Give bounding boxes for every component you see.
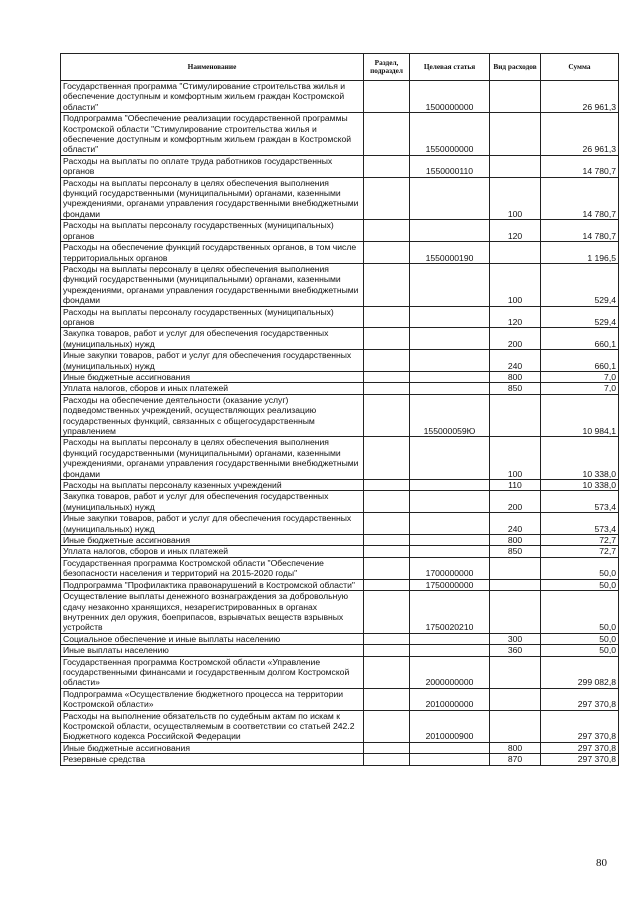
cell-expense	[490, 557, 541, 579]
cell-expense	[490, 591, 541, 634]
table-row	[61, 754, 619, 765]
cell-sum: 26 961,3	[541, 113, 619, 156]
cell-sum: 72,7	[541, 535, 619, 546]
cell-sum: 297 370,8	[541, 688, 619, 710]
cell-target	[410, 328, 490, 350]
page-number: 80	[596, 857, 607, 869]
cell-target: 2010000900	[410, 710, 490, 742]
cell-name: Государственная программа "Стимулирование строительства жилья и обеспечение доступным и комфортным жильем граждан Костромской области"	[61, 81, 364, 113]
cell-section	[364, 263, 410, 306]
cell-expense	[490, 688, 541, 710]
cell-section	[364, 688, 410, 710]
cell-target	[410, 513, 490, 535]
cell-target: 155000059Ю	[410, 394, 490, 437]
cell-name: Расходы на выплаты персоналу в целях обеспечения выполнения функций государственными (муниципальными) органами, казенными учреждениями, органами управления государственными внебюджетными фондами	[61, 177, 364, 220]
header-target: Целевая статья	[410, 54, 490, 81]
cell-sum: 297 370,8	[541, 742, 619, 753]
table-body	[61, 81, 619, 766]
cell-sum: 529,4	[541, 263, 619, 306]
cell-sum: 26 961,3	[541, 81, 619, 113]
cell-sum: 50,0	[541, 557, 619, 579]
cell-target	[410, 177, 490, 220]
cell-target	[410, 546, 490, 557]
cell-section	[364, 645, 410, 656]
cell-name: Подпрограмма "Обеспечение реализации государственной программы Костромской области "Стимулирование строительства жилья и обеспечение доступным и комфортным жильем граждан в Костромской области"	[61, 113, 364, 156]
table-row	[61, 371, 619, 382]
cell-section	[364, 742, 410, 753]
cell-name: Расходы на выплаты по оплате труда работников государственных органов	[61, 155, 364, 177]
cell-name: Иные бюджетные ассигнования	[61, 742, 364, 753]
cell-name: Закупка товаров, работ и услуг для обеспечения государственных (муниципальных) нужд	[61, 491, 364, 513]
table-row	[61, 263, 619, 306]
cell-target: 1500000000	[410, 81, 490, 113]
cell-section	[364, 579, 410, 590]
cell-expense: 360	[490, 645, 541, 656]
cell-name: Расходы на выплаты персоналу в целях обеспечения выполнения функций государственными (муниципальными) органами, казенными учреждениями, органами управления государственными внебюджетными фондами	[61, 263, 364, 306]
cell-target	[410, 263, 490, 306]
cell-expense: 870	[490, 754, 541, 765]
cell-sum: 14 780,7	[541, 177, 619, 220]
cell-sum: 297 370,8	[541, 754, 619, 765]
table-row	[61, 688, 619, 710]
cell-sum: 299 082,8	[541, 656, 619, 688]
cell-expense: 110	[490, 480, 541, 491]
cell-section	[364, 155, 410, 177]
cell-expense: 300	[490, 633, 541, 644]
table-row	[61, 394, 619, 437]
cell-target	[410, 645, 490, 656]
table-row	[61, 491, 619, 513]
cell-target	[410, 480, 490, 491]
cell-sum: 1 196,5	[541, 242, 619, 264]
cell-section	[364, 710, 410, 742]
cell-expense	[490, 113, 541, 156]
table-row	[61, 742, 619, 753]
cell-section	[364, 546, 410, 557]
cell-sum: 529,4	[541, 306, 619, 328]
cell-expense: 120	[490, 220, 541, 242]
cell-sum: 10 338,0	[541, 480, 619, 491]
cell-name: Резервные средства	[61, 754, 364, 765]
cell-expense	[490, 579, 541, 590]
cell-expense: 240	[490, 350, 541, 372]
cell-name: Подпрограмма "Профилактика правонарушений в Костромской области"	[61, 579, 364, 590]
cell-sum: 660,1	[541, 328, 619, 350]
cell-target: 1750000000	[410, 579, 490, 590]
table-row	[61, 328, 619, 350]
table-row	[61, 306, 619, 328]
cell-target: 2000000000	[410, 656, 490, 688]
cell-target	[410, 633, 490, 644]
cell-section	[364, 371, 410, 382]
table-row	[61, 113, 619, 156]
header-sum: Сумма	[541, 54, 619, 81]
cell-expense: 100	[490, 263, 541, 306]
cell-target	[410, 383, 490, 394]
cell-section	[364, 513, 410, 535]
table-row	[61, 155, 619, 177]
cell-sum: 10 984,1	[541, 394, 619, 437]
cell-target	[410, 306, 490, 328]
cell-target: 1550000190	[410, 242, 490, 264]
cell-name: Иные бюджетные ассигнования	[61, 535, 364, 546]
cell-name: Иные выплаты населению	[61, 645, 364, 656]
cell-section	[364, 113, 410, 156]
cell-sum: 50,0	[541, 579, 619, 590]
cell-section	[364, 754, 410, 765]
budget-table	[60, 53, 619, 766]
cell-target	[410, 437, 490, 480]
table-row	[61, 633, 619, 644]
cell-expense	[490, 155, 541, 177]
table-row	[61, 546, 619, 557]
cell-expense: 800	[490, 742, 541, 753]
table-row	[61, 350, 619, 372]
cell-target	[410, 350, 490, 372]
cell-sum: 297 370,8	[541, 710, 619, 742]
cell-sum: 14 780,7	[541, 220, 619, 242]
header-section: Раздел, подраздел	[364, 54, 410, 81]
cell-expense	[490, 394, 541, 437]
cell-name: Расходы на выплаты персоналу государственных (муниципальных) органов	[61, 220, 364, 242]
cell-expense: 240	[490, 513, 541, 535]
cell-target	[410, 491, 490, 513]
cell-section	[364, 383, 410, 394]
cell-section	[364, 81, 410, 113]
cell-expense: 800	[490, 371, 541, 382]
cell-expense: 120	[490, 306, 541, 328]
cell-expense	[490, 710, 541, 742]
cell-name: Иные закупки товаров, работ и услуг для обеспечения государственных (муниципальных) нужд	[61, 513, 364, 535]
cell-name: Осуществление выплаты денежного вознаграждения за добровольную сдачу незаконно хранящихся, незарегистрированных в органах внутренних дел оружия, боеприпасов, взрывчатых веществ взрывных устройств	[61, 591, 364, 634]
cell-name: Расходы на выполнение обязательств по судебным актам по искам к Костромской области, осуществляемым в соответствии со статьей 242.2 Бюджетного кодекса Российской Федерации	[61, 710, 364, 742]
cell-name: Закупка товаров, работ и услуг для обеспечения государственных (муниципальных) нужд	[61, 328, 364, 350]
table-row	[61, 591, 619, 634]
cell-section	[364, 656, 410, 688]
cell-expense: 850	[490, 546, 541, 557]
cell-name: Расходы на обеспечение функций государственных органов, в том числе территориальных органов	[61, 242, 364, 264]
table-row	[61, 656, 619, 688]
cell-target: 1750020210	[410, 591, 490, 634]
cell-section	[364, 306, 410, 328]
cell-section	[364, 437, 410, 480]
cell-name: Подпрограмма «Осуществление бюджетного процесса на территории Костромской области»	[61, 688, 364, 710]
table-row	[61, 480, 619, 491]
cell-target: 2010000000	[410, 688, 490, 710]
cell-target: 1550000000	[410, 113, 490, 156]
cell-sum: 50,0	[541, 633, 619, 644]
table-row	[61, 513, 619, 535]
cell-target	[410, 220, 490, 242]
cell-section	[364, 557, 410, 579]
cell-sum: 7,0	[541, 371, 619, 382]
cell-name: Социальное обеспечение и иные выплаты населению	[61, 633, 364, 644]
cell-target	[410, 742, 490, 753]
cell-sum: 50,0	[541, 591, 619, 634]
cell-name: Расходы на выплаты персоналу в целях обеспечения выполнения функций государственными (муниципальными) органами, казенными учреждениями, органами управления государственными внебюджетными фондами	[61, 437, 364, 480]
table-row	[61, 220, 619, 242]
cell-expense: 850	[490, 383, 541, 394]
cell-target	[410, 371, 490, 382]
cell-expense: 100	[490, 177, 541, 220]
table-row	[61, 81, 619, 113]
cell-section	[364, 394, 410, 437]
cell-expense: 200	[490, 491, 541, 513]
cell-name: Государственная программа Костромской области «Управление государственными финансами и государственным долгом Костромской области»	[61, 656, 364, 688]
cell-section	[364, 591, 410, 634]
cell-sum: 573,4	[541, 491, 619, 513]
table-row	[61, 710, 619, 742]
cell-expense	[490, 81, 541, 113]
cell-sum: 10 338,0	[541, 437, 619, 480]
cell-expense	[490, 242, 541, 264]
cell-section	[364, 242, 410, 264]
cell-target	[410, 754, 490, 765]
cell-section	[364, 350, 410, 372]
table-row	[61, 535, 619, 546]
cell-section	[364, 480, 410, 491]
cell-name: Уплата налогов, сборов и иных платежей	[61, 546, 364, 557]
cell-name: Расходы на выплаты персоналу государственных (муниципальных) органов	[61, 306, 364, 328]
cell-section	[364, 633, 410, 644]
cell-name: Уплата налогов, сборов и иных платежей	[61, 383, 364, 394]
cell-section	[364, 535, 410, 546]
cell-sum: 573,4	[541, 513, 619, 535]
cell-expense: 800	[490, 535, 541, 546]
cell-section	[364, 220, 410, 242]
cell-name: Иные бюджетные ассигнования	[61, 371, 364, 382]
table-header-row	[61, 54, 619, 81]
cell-target: 1700000000	[410, 557, 490, 579]
cell-name: Иные закупки товаров, работ и услуг для обеспечения государственных (муниципальных) нужд	[61, 350, 364, 372]
table-row	[61, 177, 619, 220]
cell-target: 1550000110	[410, 155, 490, 177]
table-row	[61, 242, 619, 264]
cell-sum: 72,7	[541, 546, 619, 557]
cell-section	[364, 177, 410, 220]
cell-sum: 50,0	[541, 645, 619, 656]
cell-name: Расходы на обеспечение деятельности (оказание услуг) подведомственных учреждений, осуществляющих реализацию государственных функций, связанных с общегосударственным управлением	[61, 394, 364, 437]
header-name: Наименование	[61, 54, 364, 81]
cell-sum: 14 780,7	[541, 155, 619, 177]
cell-target	[410, 535, 490, 546]
cell-name: Государственная программа Костромской области "Обеспечение безопасности населения и территорий на 2015-2020 годы"	[61, 557, 364, 579]
cell-section	[364, 491, 410, 513]
table-row	[61, 383, 619, 394]
table-row	[61, 437, 619, 480]
cell-expense	[490, 656, 541, 688]
header-expense: Вид расходов	[490, 54, 541, 81]
table-row	[61, 557, 619, 579]
cell-expense: 100	[490, 437, 541, 480]
cell-sum: 660,1	[541, 350, 619, 372]
cell-name: Расходы на выплаты персоналу казенных учреждений	[61, 480, 364, 491]
cell-sum: 7,0	[541, 383, 619, 394]
cell-section	[364, 328, 410, 350]
table-row	[61, 645, 619, 656]
cell-expense: 200	[490, 328, 541, 350]
table-row	[61, 579, 619, 590]
